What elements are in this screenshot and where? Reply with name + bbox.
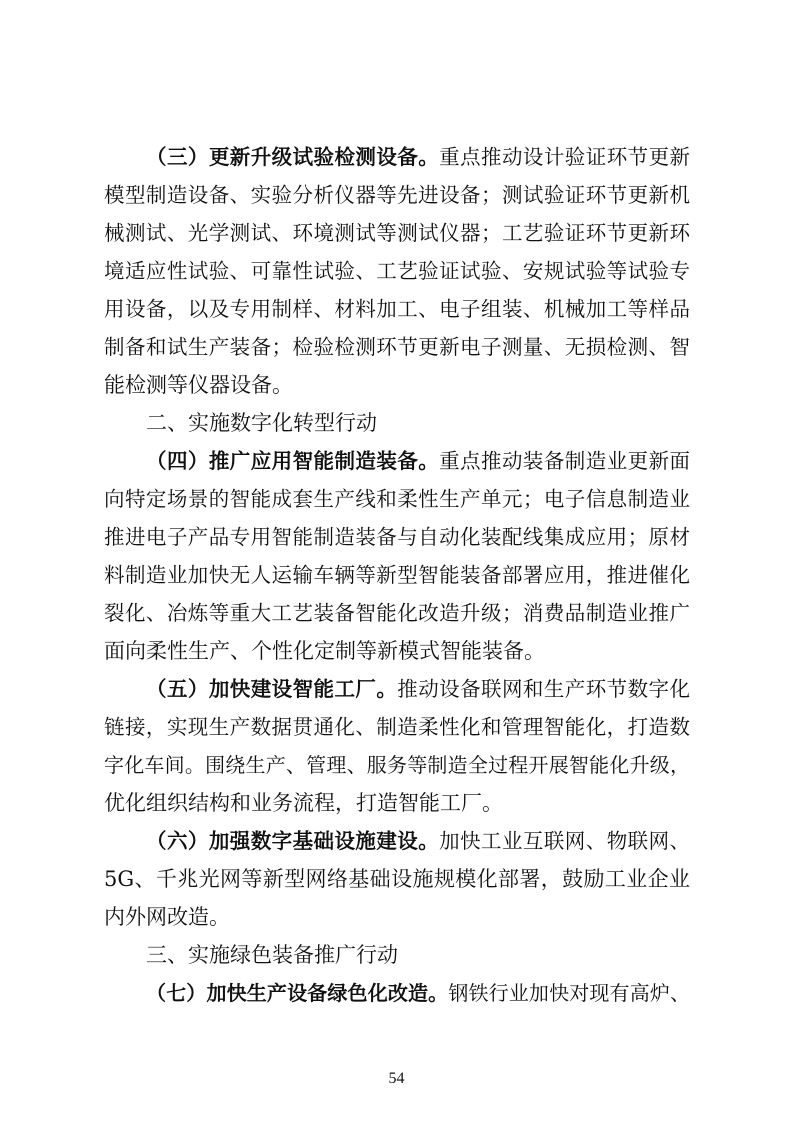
page-number: 54 bbox=[388, 1070, 405, 1087]
text-line: 械测试、光学测试、环境测试等测试仪器；工艺验证环节更新环 bbox=[104, 221, 690, 245]
text-line: 境适应性试验、可靠性试验、工艺验证试验、安规试验等试验专 bbox=[104, 259, 690, 283]
text-line: 链接，实现生产数据贯通化、制造柔性化和管理智能化，打造数 bbox=[104, 715, 690, 739]
paragraph-3-heading: （三）更新升级试验检测设备。 bbox=[146, 145, 440, 169]
text-line: 字化车间。围绕生产、管理、服务等制造全过程开展智能化升级， bbox=[104, 753, 690, 777]
text-line: 向特定场景的智能成套生产线和柔性生产单元；电子信息制造业 bbox=[104, 487, 690, 511]
text-run: 重点推动设计验证环节更新 bbox=[439, 145, 691, 169]
paragraph-4-line-1 bbox=[146, 447, 690, 476]
text-line: 优化组织结构和业务流程，打造智能工厂。 bbox=[104, 791, 503, 815]
text-run: 重点推动装备制造业更新面 bbox=[439, 449, 691, 473]
paragraph-4-heading: （四）推广应用智能制造装备。 bbox=[146, 449, 440, 473]
text-line: 能检测等仪器设备。 bbox=[104, 373, 293, 397]
text-line: 料制造业加快无人运输车辆等新型智能装备部署应用，推进催化 bbox=[104, 563, 690, 587]
text-run: 推动设备联网和生产环节数字化 bbox=[397, 677, 691, 701]
paragraph-6-heading: （六）加强数字基础设施建设。 bbox=[146, 829, 440, 853]
text-line: 5G、千兆光网等新型网络基础设施规模化部署，鼓励工业企业 bbox=[104, 867, 690, 891]
paragraph-5-line-1 bbox=[146, 675, 690, 704]
paragraph-7-heading: （七）加快生产设备绿色化改造。 bbox=[146, 981, 449, 1005]
paragraph-5-heading: （五）加快建设智能工厂。 bbox=[146, 677, 398, 701]
text-line: 面向柔性生产、个性化定制等新模式智能装备。 bbox=[104, 639, 545, 663]
section-heading-3: 三、实施绿色装备推广行动 bbox=[146, 943, 398, 967]
text-line: 内外网改造。 bbox=[104, 905, 230, 929]
paragraph-7-line-1 bbox=[146, 979, 690, 1008]
paragraph-6-line-1 bbox=[146, 827, 690, 856]
paragraph-3-line-1 bbox=[146, 143, 690, 172]
text-run: 钢铁行业加快对现有高炉、 bbox=[448, 981, 691, 1005]
section-heading-2: 二、实施数字化转型行动 bbox=[146, 411, 377, 435]
text-line: 制备和试生产装备；检验检测环节更新电子测量、无损检测、智 bbox=[104, 335, 690, 359]
text-run: 加快工业互联网、物联网、 bbox=[439, 829, 691, 853]
text-line: 模型制造设备、实验分析仪器等先进设备；测试验证环节更新机 bbox=[104, 183, 690, 207]
text-line: 用设备，以及专用制样、材料加工、电子组装、机械加工等样品 bbox=[104, 297, 690, 321]
text-line: 推进电子产品专用智能制造装备与自动化装配线集成应用；原材 bbox=[104, 525, 690, 549]
text-line: 裂化、冶炼等重大工艺装备智能化改造升级；消费品制造业推广 bbox=[104, 601, 690, 625]
